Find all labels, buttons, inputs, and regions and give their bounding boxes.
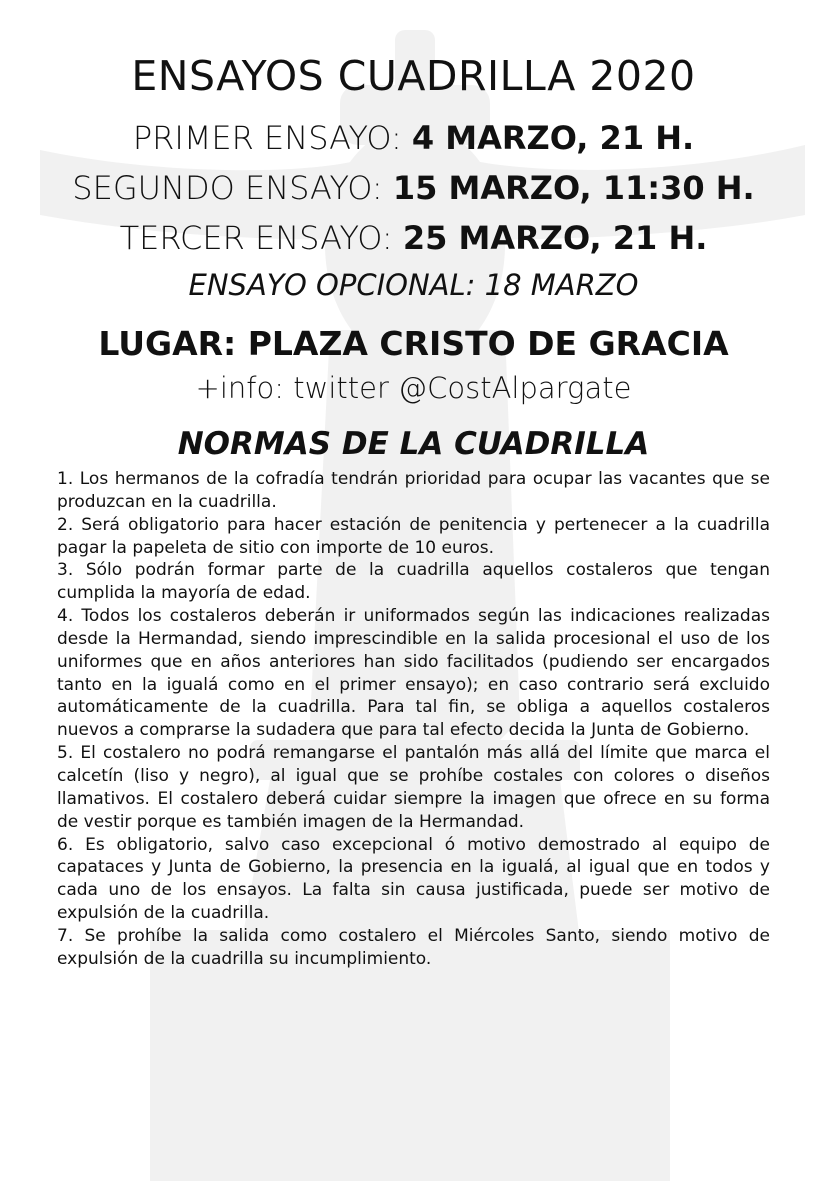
- optional-rehearsal: ENSAYO OPCIONAL: 18 MARZO: [188, 268, 639, 302]
- info-twitter: +info: twitter @CostAlpargate: [195, 371, 632, 405]
- location: LUGAR: PLAZA CRISTO DE GRACIA: [98, 324, 729, 363]
- rule-item: 4. Todos los costaleros deberán ir uniformados según las indicaciones realizadas desde la Hermandad, siendo imprescindible en la salida procesional el uso de los uniformes que en años anteriores han sido facilitados (pudiendo ser encargados tanto en la igualá como en el primer ensayo); en caso contrario será excluido automáticamente de la cuadrilla. Para tal fin, se obliga a aquellos costaleros nuevos a comprarse la sudadera que para tal efecto decida la Junta de Gobierno.: [57, 606, 770, 741]
- rules-title: NORMAS DE LA CUADRILLA: [177, 426, 650, 462]
- schedule-row-third: [0, 218, 827, 258]
- rule-item: 3. Sólo podrán formar parte de la cuadrilla aquellos costaleros que tengan cumplida la mayoría de edad.: [57, 560, 770, 604]
- schedule-row-second: [0, 168, 827, 208]
- rule-item: 1. Los hermanos de la cofradía tendrán prioridad para ocupar las vacantes que se produzcan en la cuadrilla.: [57, 469, 770, 512]
- schedule-value: 4 MARZO, 21 H.: [411, 119, 695, 157]
- poster-title: ENSAYOS CUADRILLA 2020: [131, 52, 696, 100]
- schedule-row-first: [0, 118, 827, 158]
- schedule-label: SEGUNDO ENSAYO:: [72, 169, 393, 207]
- rules-list: [57, 468, 770, 971]
- schedule-value: 15 MARZO, 11:30 H.: [392, 169, 755, 207]
- schedule-label: TERCER ENSAYO:: [119, 219, 403, 257]
- rule-item: 2. Será obligatorio para hacer estación de penitencia y pertenecer a la cuadrilla pagar la papeleta de sitio con importe de 10 euros.: [57, 514, 770, 558]
- rule-item: 5. El costalero no podrá remangarse el pantalón más allá del límite que marca el calcetín (liso y negro), al igual que se prohíbe costales con colores o diseños llamativos. El costalero deberá cuidar siempre la imagen que ofrece en su forma de vestir porque es también imagen de la Hermandad.: [57, 743, 770, 832]
- schedule-value: 25 MARZO, 21 H.: [402, 219, 708, 257]
- rule-item: 7. Se prohíbe la salida como costalero el Miércoles Santo, siendo motivo de expulsión de la cuadrilla su incumplimiento.: [57, 925, 770, 969]
- schedule-label: PRIMER ENSAYO:: [132, 119, 412, 157]
- rule-item: 6. Es obligatorio, salvo caso excepcional ó motivo demostrado al equipo de capataces y Junta de Gobierno, la presencia en la igualá, al igual que en todos y cada uno de los ensayos. La falta sin causa justificada, puede ser motivo de expulsión de la cuadrilla.: [57, 834, 770, 924]
